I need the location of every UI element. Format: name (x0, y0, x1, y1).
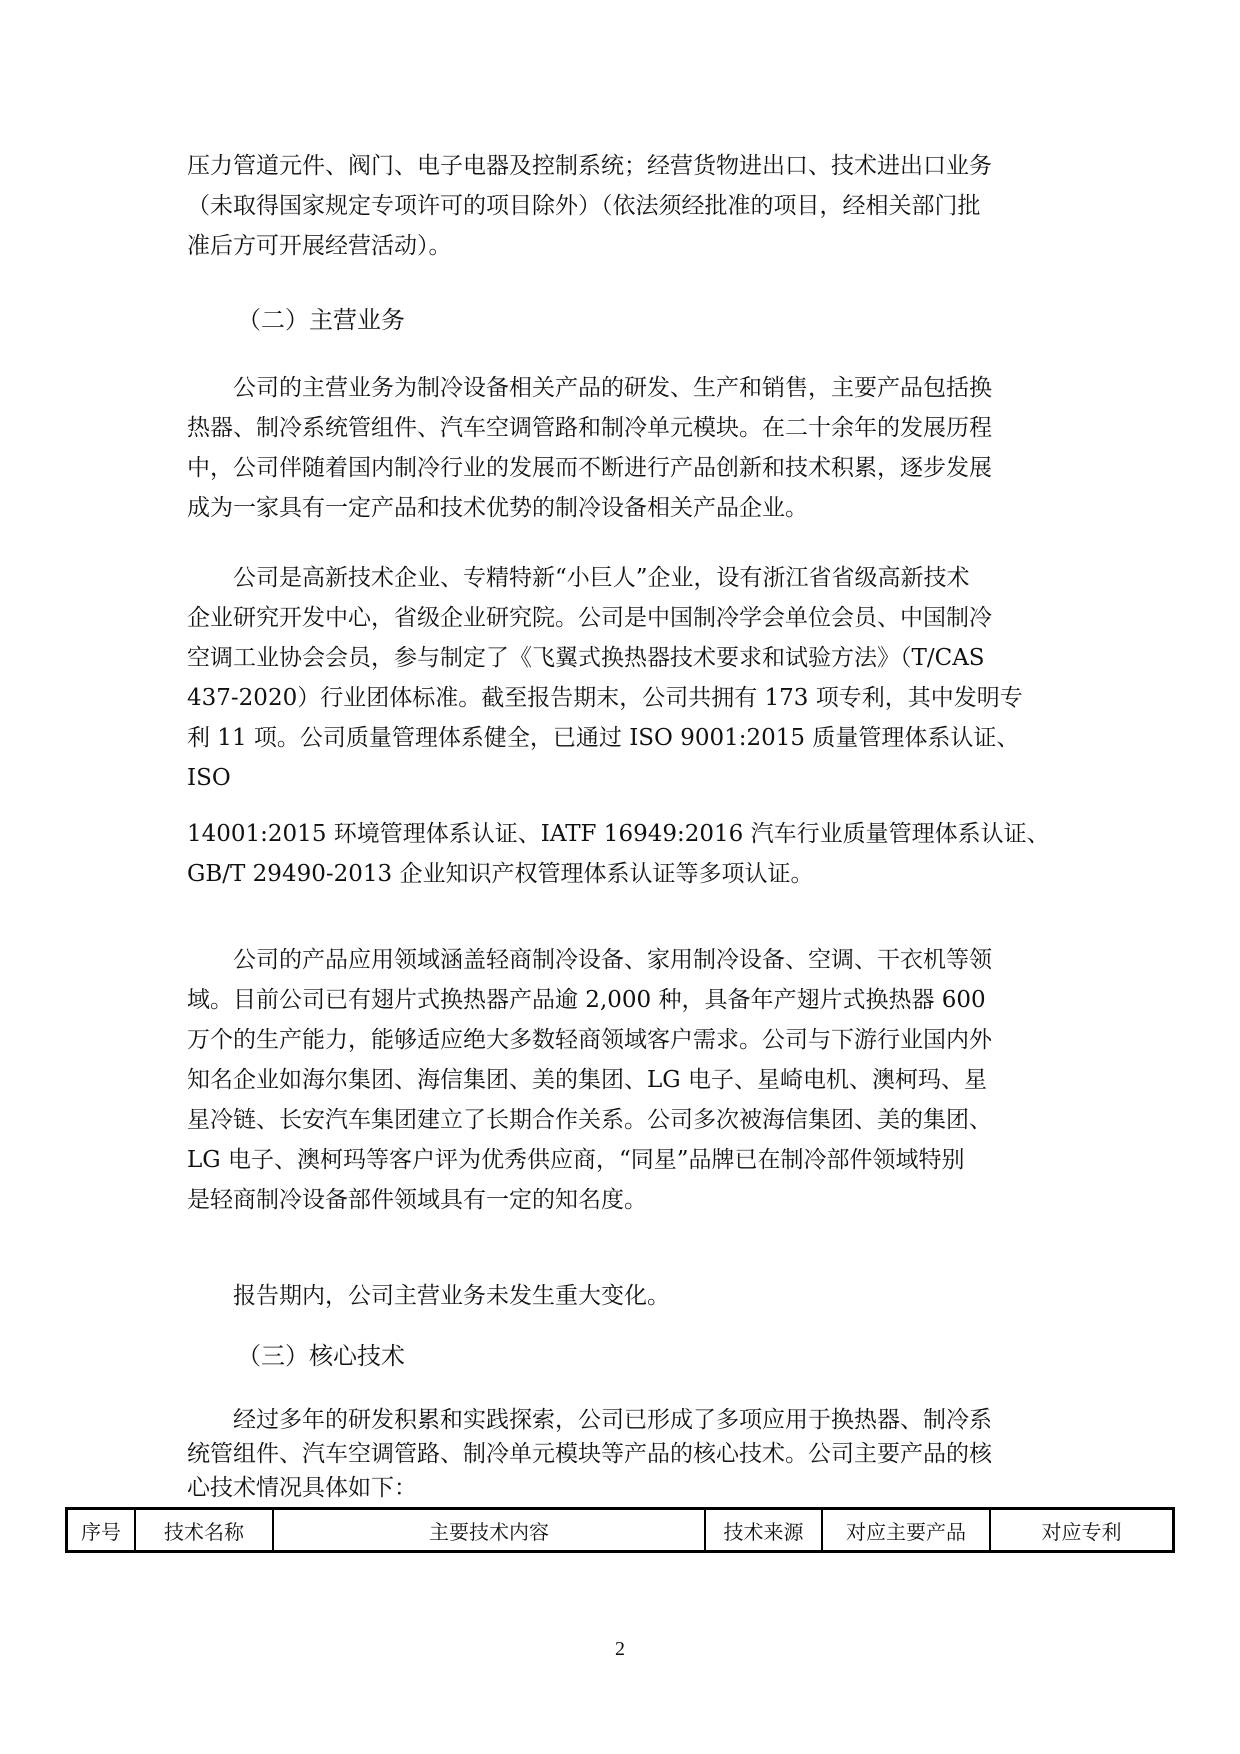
intro-paragraph (187, 146, 1061, 266)
text-line: 公司的产品应用领域涵盖轻商制冷设备、家用制冷设备、空调、干衣机等领 (233, 947, 992, 973)
page-number: 2 (615, 1638, 625, 1660)
main-business-paragraph-2 (187, 558, 1061, 894)
text-line: 437-2020）行业团体标准。截至报告期末，公司共拥有 173 项专利，其中发明专 (187, 685, 1023, 711)
main-business-paragraph-1 (187, 368, 1061, 528)
text-line: 经过多年的研发积累和实践探索，公司已形成了多项应用于换热器、制冷系 (233, 1407, 992, 1433)
text-line: 知名企业如海尔集团、海信集团、美的集团、LG 电子、星崎电机、澳柯玛、星 (187, 1067, 987, 1093)
section-heading-core-technology: （三）核心技术 (237, 1342, 405, 1370)
column-header-main-product: 对应主要产品 (822, 1509, 990, 1552)
text-line: 中，公司伴随着国内制冷行业的发展而不断进行产品创新和技术积累，逐步发展 (187, 455, 992, 481)
text-line: 热器、制冷系统管组件、汽车空调管路和制冷单元模块。在二十余年的发展历程 (187, 415, 992, 441)
text-line: GB/T 29490-2013 企业知识产权管理体系认证等多项认证。 (187, 861, 814, 887)
text-line: 报告期内，公司主营业务未发生重大变化。 (233, 1283, 670, 1309)
text-line: 星冷链、长安汽车集团建立了长期合作关系。公司多次被海信集团、美的集团、 (187, 1107, 992, 1133)
column-header-index: 序号 (67, 1509, 136, 1552)
text-line: 成为一家具有一定产品和技术优势的制冷设备相关产品企业。 (187, 495, 808, 521)
text-line: 心技术情况具体如下： (187, 1475, 417, 1501)
main-business-paragraph-3 (187, 940, 1061, 1220)
text-line: 压力管道元件、阀门、电子电器及控制系统；经营货物进出口、技术进出口业务 (187, 153, 992, 179)
text-line: （未取得国家规定专项许可的项目除外）（依法须经批准的项目，经相关部门批 (187, 193, 981, 219)
column-header-tech-name: 技术名称 (135, 1509, 273, 1552)
main-business-paragraph-4 (187, 1276, 1061, 1316)
text-line: ISO (187, 765, 231, 791)
core-technology-table (65, 1507, 1175, 1553)
column-header-tech-source: 技术来源 (705, 1509, 822, 1552)
text-line: 统管组件、汽车空调管路、制冷单元模块等产品的核心技术。公司主要产品的核 (187, 1441, 992, 1467)
text-line: 万个的生产能力，能够适应绝大多数轻商领域客户需求。公司与下游行业国内外 (187, 1027, 992, 1053)
section-heading-main-business: （二）主营业务 (237, 306, 405, 334)
text-line: 企业研究开发中心，省级企业研究院。公司是中国制冷学会单位会员、中国制冷 (187, 605, 992, 631)
column-header-patent: 对应专利 (990, 1509, 1174, 1552)
text-line: 公司的主营业务为制冷设备相关产品的研发、生产和销售，主要产品包括换 (233, 375, 992, 401)
core-technology-paragraph (187, 1403, 1061, 1505)
text-line: 域。目前公司已有翅片式换热器产品逾 2,000 种，具备年产翅片式换热器 600 (187, 987, 986, 1013)
text-line: 空调工业协会会员，参与制定了《飞翼式换热器技术要求和试验方法》（T/CAS (187, 645, 985, 671)
column-header-tech-content: 主要技术内容 (273, 1509, 705, 1552)
text-line: 14001:2015 环境管理体系认证、IATF 16949:2016 汽车行业质量管理体系认证、 (187, 821, 1050, 847)
text-line: 准后方可开展经营活动）。 (187, 233, 452, 259)
text-line: 是轻商制冷设备部件领域具有一定的知名度。 (187, 1187, 647, 1213)
text-line: LG 电子、澳柯玛等客户评为优秀供应商，“同星”品牌已在制冷部件领域特别 (187, 1147, 965, 1173)
text-line: 公司是高新技术企业、专精特新“小巨人”企业，设有浙江省省级高新技术 (233, 565, 970, 591)
table-header-row (67, 1509, 1174, 1552)
text-line: 利 11 项。公司质量管理体系健全，已通过 ISO 9001:2015 质量管理体系认证、 (187, 725, 1020, 751)
